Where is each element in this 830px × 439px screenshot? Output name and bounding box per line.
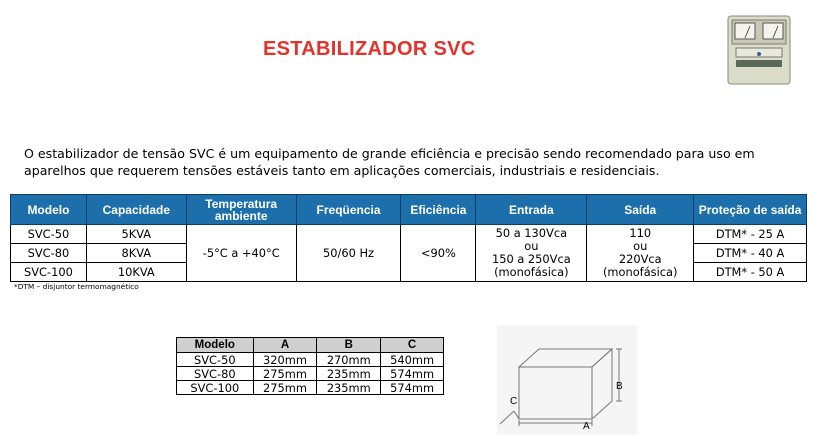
cell-modelo: SVC-50 [11, 225, 87, 244]
dims-cell: 275mm [253, 381, 317, 395]
dims-header-c: C [381, 338, 444, 353]
cell-frequencia: 50/60 Hz [296, 225, 401, 282]
cell-saida [587, 225, 694, 282]
cell-modelo: SVC-100 [11, 263, 87, 282]
dims-header-modelo: Modelo [177, 338, 254, 353]
header-saida: Saída [587, 195, 694, 225]
cell-capacidade: 5KVA [86, 225, 186, 244]
dimensions-diagram [497, 325, 637, 435]
intro-text: O estabilizador de tensão SVC é um equipamento de grande eficiência e precisão sendo recomendado para uso em aparelhos que requerem tensões estáveis tanto em aplicações comerciais, industriais e residenciais. [24, 146, 755, 178]
label-c: C [510, 396, 518, 407]
cell-modelo: SVC-80 [11, 244, 87, 263]
dims-cell: 275mm [253, 367, 317, 381]
cell-temperatura: -5°C a +40°C [186, 225, 296, 282]
dims-cell: SVC-100 [177, 381, 254, 395]
dims-cell: 320mm [253, 353, 317, 367]
entrada-line: 50 a 130Vca [495, 226, 568, 240]
dims-header-b: B [317, 338, 381, 353]
dims-header-row [177, 338, 444, 353]
cell-eficiencia: <90% [401, 225, 476, 282]
spec-table [10, 194, 807, 282]
dims-cell: 574mm [381, 381, 444, 395]
dims-cell: 235mm [317, 367, 381, 381]
cell-protecao: DTM* - 50 A [694, 263, 807, 282]
dimensions-table [176, 337, 444, 395]
header-eficiencia: Eficiência [401, 195, 476, 225]
dims-cell: 540mm [381, 353, 444, 367]
entrada-line: (monofásica) [494, 265, 569, 279]
cell-entrada [476, 225, 587, 282]
footnote: *DTM – disjuntor termomagnético [14, 282, 139, 291]
dims-cell: 270mm [317, 353, 381, 367]
header-protecao: Proteção de saída [694, 195, 807, 225]
header-temperatura: Temperatura ambiente [186, 195, 296, 225]
spec-header-row [11, 195, 807, 225]
header-entrada: Entrada [476, 195, 587, 225]
label-a: A [583, 421, 590, 432]
saida-line: 220Vca [618, 252, 662, 266]
dims-cell: SVC-50 [177, 353, 254, 367]
entrada-line: ou [524, 239, 539, 253]
table-row [177, 353, 444, 367]
dims-header-a: A [253, 338, 317, 353]
saida-line: (monofásica) [602, 265, 678, 279]
table-row [11, 225, 807, 244]
saida-line: ou [633, 239, 648, 253]
cell-protecao: DTM* - 40 A [694, 244, 807, 263]
page-title: ESTABILIZADOR SVC [263, 38, 476, 60]
cell-capacidade: 8KVA [86, 244, 186, 263]
cell-protecao: DTM* - 25 A [694, 225, 807, 244]
entrada-line: 150 a 250Vca [491, 252, 571, 266]
header-modelo: Modelo [11, 195, 87, 225]
dims-cell: 235mm [317, 381, 381, 395]
label-b: B [616, 381, 623, 392]
header-frequencia: Freqüencia [296, 195, 401, 225]
product-photo [726, 14, 792, 86]
dims-cell: SVC-80 [177, 367, 254, 381]
table-row [177, 367, 444, 381]
dims-cell: 574mm [381, 367, 444, 381]
header-capacidade: Capacidade [86, 195, 186, 225]
table-row [177, 381, 444, 395]
cell-capacidade: 10KVA [86, 263, 186, 282]
saida-line: 110 [629, 226, 652, 240]
